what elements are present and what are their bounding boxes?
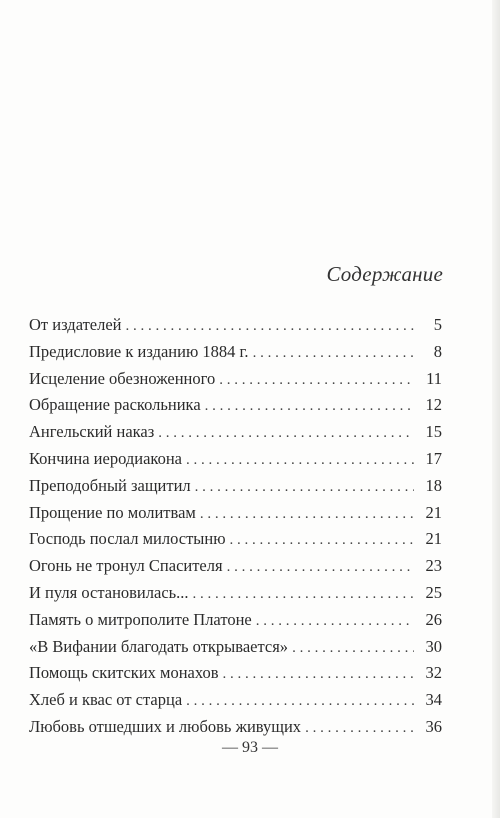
toc-entry-page: 23 bbox=[425, 556, 442, 576]
toc-dot-leader bbox=[193, 581, 414, 608]
toc-entry-page: 11 bbox=[426, 368, 442, 388]
toc-entry-title: «В Вифании благодать открывается» bbox=[29, 636, 289, 656]
toc-dot-leader bbox=[223, 661, 414, 688]
toc-entry-title: Любовь отшедших и любовь живущих bbox=[29, 716, 302, 736]
toc-entry bbox=[29, 500, 442, 527]
toc-entry-title: От издателей bbox=[29, 315, 122, 334]
toc-entry-page: 34 bbox=[425, 690, 442, 710]
toc-dot-leader bbox=[195, 474, 414, 501]
toc-entry bbox=[29, 526, 442, 553]
toc-entry-page: 17 bbox=[425, 448, 442, 468]
toc-entry-title: Огонь не тронул Спасителя bbox=[29, 556, 223, 576]
toc-entry-title: Господь послал милостыню bbox=[29, 529, 226, 549]
toc-entry-title: И пуля остановилась... bbox=[29, 582, 189, 602]
toc-entry bbox=[29, 580, 442, 607]
toc-dot-leader bbox=[256, 608, 414, 635]
toc-entry bbox=[29, 392, 442, 419]
toc-entry-page: 5 bbox=[433, 315, 442, 334]
toc-dot-leader bbox=[230, 527, 414, 554]
toc-entry bbox=[29, 660, 442, 687]
toc-dot-leader bbox=[186, 688, 414, 715]
page-edge bbox=[492, 0, 500, 818]
toc-entry-page: 18 bbox=[425, 475, 442, 495]
toc-entry-title: Исцеление обезноженного bbox=[29, 368, 216, 388]
toc-entry bbox=[29, 312, 442, 339]
toc-entry bbox=[29, 607, 442, 634]
toc-dot-leader bbox=[186, 447, 414, 474]
toc-entry-title: Прощение по молитвам bbox=[29, 502, 196, 522]
contents-heading: Содержание bbox=[326, 262, 443, 286]
toc-dot-leader bbox=[126, 313, 414, 340]
toc-entry bbox=[29, 366, 442, 393]
toc-entry-title: Обращение раскольника bbox=[29, 395, 201, 415]
toc-entry-title: Хлеб и квас от старца bbox=[29, 690, 183, 710]
toc-dot-leader bbox=[292, 635, 414, 662]
toc-entry-title: Преподобный защитил bbox=[29, 475, 191, 495]
toc-dot-leader bbox=[200, 501, 414, 528]
toc-entry bbox=[29, 553, 442, 580]
toc-dot-leader bbox=[158, 420, 414, 447]
toc-entry-title: Ангельский наказ bbox=[29, 422, 155, 442]
toc-entry-title: Память о митрополите Платоне bbox=[29, 609, 252, 629]
toc-entry-title: Предисловие к изданию 1884 г. bbox=[29, 341, 249, 361]
toc-entry-title: Помощь скитских монахов bbox=[29, 663, 219, 683]
toc-entry-page: 8 bbox=[433, 341, 442, 361]
toc-dot-leader bbox=[227, 554, 414, 581]
toc-entry-title: Кончина иеродиакона bbox=[29, 448, 182, 468]
toc-entry-page: 21 bbox=[425, 502, 442, 522]
toc-entry-page: 32 bbox=[425, 663, 442, 683]
toc-dot-leader bbox=[305, 715, 414, 742]
toc-dot-leader bbox=[219, 367, 414, 394]
toc-entry-page: 15 bbox=[425, 422, 442, 442]
toc-entry bbox=[29, 446, 442, 473]
toc-entry bbox=[29, 419, 442, 446]
toc-entry bbox=[29, 473, 442, 500]
toc-entry-page: 30 bbox=[425, 636, 442, 656]
table-of-contents bbox=[29, 312, 442, 741]
toc-entry-page: 21 bbox=[425, 529, 442, 549]
toc-entry bbox=[29, 634, 442, 661]
toc-dot-leader bbox=[205, 393, 414, 420]
page-number: — 93 — bbox=[222, 739, 278, 756]
toc-entry bbox=[29, 339, 442, 366]
toc-dot-leader bbox=[253, 340, 414, 367]
toc-entry bbox=[29, 687, 442, 714]
toc-entry-page: 12 bbox=[425, 395, 442, 415]
toc-entry-page: 25 bbox=[425, 582, 442, 602]
toc-entry-page: 26 bbox=[425, 609, 442, 629]
toc-entry bbox=[29, 714, 442, 741]
toc-entry-page: 36 bbox=[425, 716, 442, 736]
